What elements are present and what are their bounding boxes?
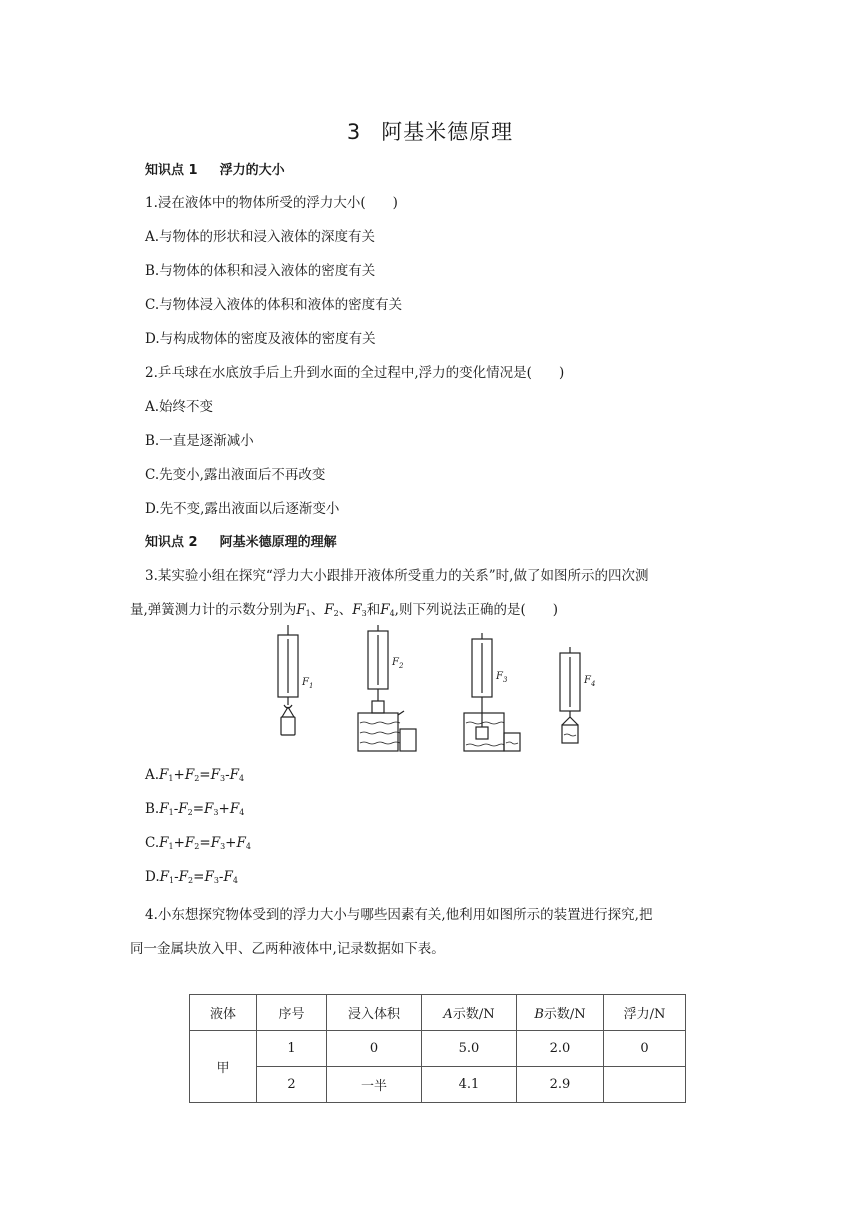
spring-scale-4 — [560, 647, 580, 743]
spring-scale-1 — [278, 625, 298, 735]
section-name: 浮力的大小 — [219, 163, 285, 178]
figure-label-f4: F — [584, 675, 591, 686]
question-1-option-a: A.与物体的形状和浸入液体的深度有关 — [145, 229, 376, 245]
header-liquid: 液体 — [190, 995, 257, 1031]
table-group-cell: 甲 — [190, 1031, 257, 1103]
section-label: 知识点 1 — [145, 163, 198, 178]
question-4-stem-line2: 同一金属块放入甲、乙两种液体中,记录数据如下表。 — [130, 941, 445, 957]
chapter-number: 3 — [346, 120, 362, 144]
question-2-option-a: A.始终不变 — [145, 399, 214, 415]
question-3-option-d: $D.F_1-F_2=F_3-F_4$ — [145, 869, 238, 885]
question-2-option-c: C.先变小,露出液面后不再改变 — [145, 467, 326, 483]
question-3-option-c: $C.F_1+F_2=F_3+F_4$ — [145, 835, 251, 851]
table-header-row — [190, 995, 686, 1031]
question-1-stem: 1.浸在液体中的物体所受的浮力大小( ) — [145, 195, 398, 211]
svg-text:3: 3 — [503, 676, 508, 684]
table-cell: 2.0 — [517, 1031, 604, 1067]
figure-label-f2: F — [392, 657, 399, 668]
svg-text:1: 1 — [309, 682, 314, 690]
table-cell: 0 — [327, 1031, 422, 1067]
header-b-reading: B示数/N — [517, 995, 604, 1031]
question-3-option-b: $B.F_1-F_2=F_3+F_4$ — [145, 801, 245, 817]
header-volume: 浸入体积 — [327, 995, 422, 1031]
question-1-option-d: D.与构成物体的密度及液体的密度有关 — [145, 331, 376, 347]
data-table — [189, 994, 686, 1103]
page-title — [0, 116, 860, 146]
question-1-option-c: C.与物体浸入液体的体积和液体的密度有关 — [145, 297, 403, 313]
table-cell: 0 — [604, 1031, 686, 1067]
question-2-stem: 2.乒乓球在水底放手后上升到水面的全过程中,浮力的变化情况是( ) — [145, 365, 565, 381]
table-cell: 1 — [257, 1031, 327, 1067]
header-buoyancy: 浮力/N — [604, 995, 686, 1031]
section-heading-2 — [145, 531, 337, 550]
chapter-title: 阿基米德原理 — [381, 120, 514, 144]
table-cell: 一半 — [327, 1067, 422, 1103]
question-3-stem-line1: 3.某实验小组在探究“浮力大小跟排开液体所受重力的关系”时,做了如图所示的四次测 — [145, 568, 649, 584]
question-1-option-b: B.与物体的体积和浸入液体的密度有关 — [145, 263, 376, 279]
svg-text:2: 2 — [399, 662, 404, 670]
question-3-option-a: $A.F_1+F_2=F_3-F_4$ — [145, 767, 245, 783]
table-cell — [604, 1067, 686, 1103]
header-index: 序号 — [257, 995, 327, 1031]
question-2-option-b: B.一直是逐渐减小 — [145, 433, 254, 449]
svg-text:4: 4 — [591, 680, 596, 688]
section-name: 阿基米德原理的理解 — [219, 535, 337, 550]
header-a-reading: A示数/N — [422, 995, 517, 1031]
question-3-stem-line2: 量,弹簧测力计的示数分别为$F_1$、$F_2$、$F_3$和$F_4$,则下列说法正确的是( ) — [130, 602, 558, 618]
spring-scale-2 — [358, 625, 416, 751]
figure-label-f1: F — [302, 677, 309, 688]
table-row — [190, 1031, 686, 1067]
figure-label-f3: F — [496, 671, 503, 682]
question-2-option-d: D.先不变,露出液面以后逐渐变小 — [145, 501, 340, 517]
section-label: 知识点 2 — [145, 535, 198, 550]
section-heading-1 — [145, 159, 285, 178]
table-cell: 2.9 — [517, 1067, 604, 1103]
table-cell: 5.0 — [422, 1031, 517, 1067]
table-cell: 4.1 — [422, 1067, 517, 1103]
spring-scale-3 — [464, 633, 520, 751]
experiment-figure — [270, 625, 620, 755]
table-cell: 2 — [257, 1067, 327, 1103]
table-row — [190, 1067, 686, 1103]
question-4-stem-line1: 4.小东想探究物体受到的浮力大小与哪些因素有关,他利用如图所示的装置进行探究,把 — [145, 907, 653, 923]
